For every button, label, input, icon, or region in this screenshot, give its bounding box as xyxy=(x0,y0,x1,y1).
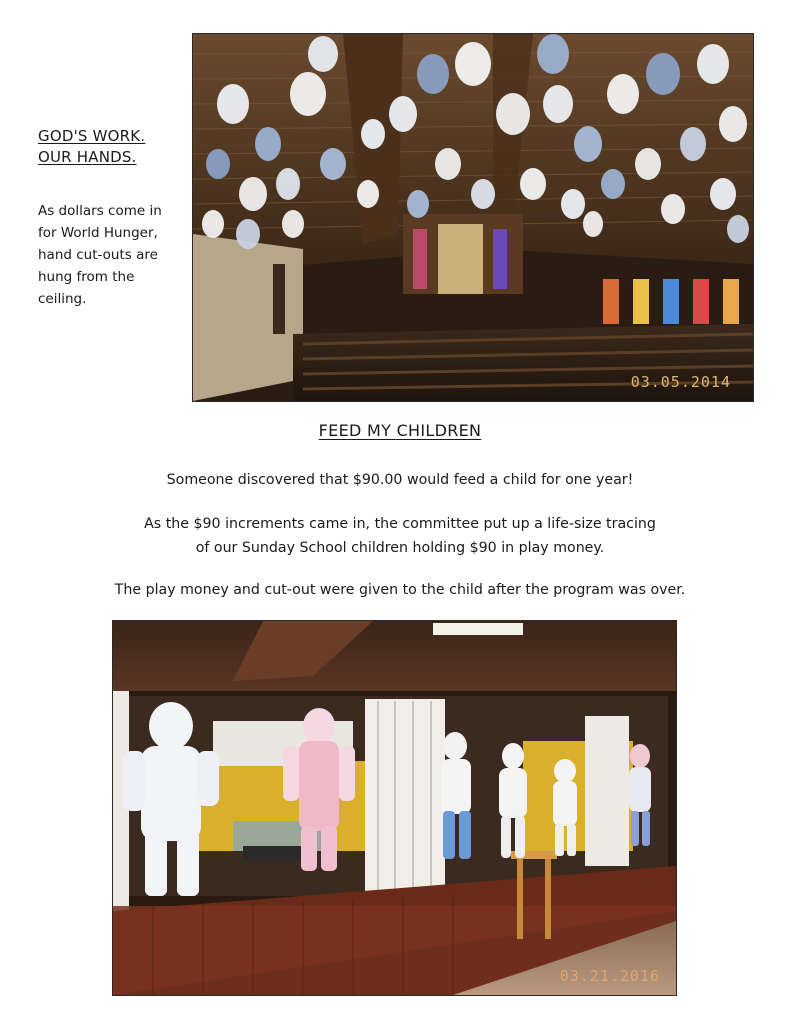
fellowship-hall-photo xyxy=(113,621,676,995)
photo-date-stamp: 03.21.2016 xyxy=(559,967,660,985)
paragraph-line: The play money and cut-out were given to the child after the program was over. xyxy=(114,582,686,598)
paragraph-given xyxy=(40,578,760,602)
sidebar-caption xyxy=(38,200,188,310)
paragraph-cost xyxy=(40,468,760,492)
fellowship-hall-illustration xyxy=(113,621,676,995)
paragraph-tracings xyxy=(40,512,760,560)
sidebar-caption-line: As dollars come in xyxy=(38,203,162,219)
sidebar-title xyxy=(38,126,188,168)
section-title-text: FEED MY CHILDREN xyxy=(318,421,482,440)
photo-date-stamp: 03.05.2014 xyxy=(630,373,731,391)
sidebar-caption-line: for World Hunger, xyxy=(38,225,158,241)
paragraph-line: of our Sunday School children holding $90 in play money. xyxy=(195,540,605,556)
sanctuary-photo xyxy=(193,34,753,401)
paragraph-line: Someone discovered that $90.00 would feed a child for one year! xyxy=(166,472,634,488)
section-title xyxy=(0,421,800,440)
sidebar-caption-line: hand cut-outs are xyxy=(38,247,158,263)
sidebar-caption-line: ceiling. xyxy=(38,291,87,307)
sidebar-title-line-1: GOD'S WORK. xyxy=(38,127,146,145)
sanctuary-photo-illustration xyxy=(193,34,753,401)
sidebar-title-line-2: OUR HANDS. xyxy=(38,148,137,166)
sidebar-caption-line: hung from the xyxy=(38,269,135,285)
paragraph-line: As the $90 increments came in, the committee put up a life-size tracing xyxy=(144,516,656,532)
